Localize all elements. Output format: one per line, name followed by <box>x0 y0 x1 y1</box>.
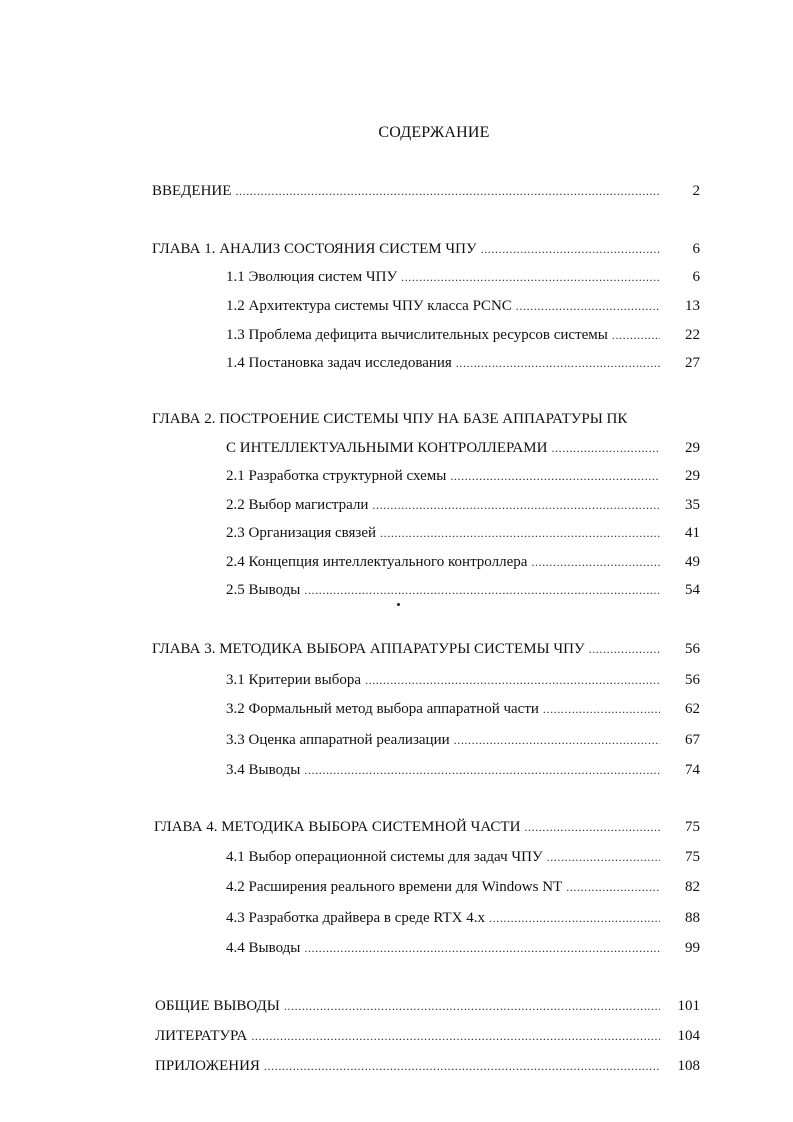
toc-label: ГЛАВА 4. МЕТОДИКА ВЫБОРА СИСТЕМНОЙ ЧАСТИ <box>154 819 521 835</box>
toc-page-number: 82 <box>685 879 700 895</box>
toc-page-number: 104 <box>677 1028 700 1044</box>
dot-leader <box>612 325 660 345</box>
toc-entry-section-2-5 <box>226 580 700 600</box>
toc-label: 2.4 Концепция интеллектуального контроллера <box>226 554 528 570</box>
toc-entry-section-3-4 <box>226 760 700 780</box>
dot-leader <box>551 438 660 458</box>
toc-page-number: 35 <box>685 497 700 513</box>
toc-label: 3.4 Выводы <box>226 762 301 778</box>
toc-entry-section-1-4 <box>226 353 700 373</box>
toc-entry-chapter-3 <box>152 639 700 659</box>
toc-label: С ИНТЕЛЛЕКТУАЛЬНЫМИ КОНТРОЛЛЕРАМИ <box>226 440 548 456</box>
toc-entry-section-1-3 <box>226 325 700 345</box>
toc-page-number: 6 <box>692 269 700 285</box>
toc-page-number: 99 <box>685 940 700 956</box>
toc-page-number: 22 <box>685 327 700 343</box>
toc-page-number: 88 <box>685 910 700 926</box>
toc-entry-section-4-4 <box>226 938 700 958</box>
toc-entry-section-1-2 <box>226 296 700 316</box>
dot-leader <box>531 552 660 572</box>
toc-entry-section-2-2 <box>226 495 700 515</box>
dot-leader <box>365 670 660 690</box>
dot-leader <box>401 267 660 287</box>
toc-entry-literature <box>155 1026 700 1046</box>
toc-page-number: 2 <box>692 183 700 199</box>
toc-page-number: 108 <box>677 1058 700 1074</box>
toc-label: ОБЩИЕ ВЫВОДЫ <box>155 998 280 1014</box>
toc-label: 4.1 Выбор операционной системы для задач ЧПУ <box>226 849 543 865</box>
toc-page-number: 62 <box>685 701 700 717</box>
dot-leader <box>304 760 660 780</box>
dot-leader <box>456 353 660 373</box>
toc-page-number: 101 <box>677 998 700 1014</box>
toc-label: 1.4 Постановка задач исследования <box>226 355 452 371</box>
toc-page-number: 74 <box>685 762 700 778</box>
toc-page-number: 49 <box>685 554 700 570</box>
toc-entry-chapter-1 <box>152 239 700 259</box>
toc-label: 2.3 Организация связей <box>226 525 377 541</box>
dot-leader <box>566 877 660 897</box>
toc-entry-appendix <box>155 1056 700 1076</box>
toc-label: ГЛАВА 3. МЕТОДИКА ВЫБОРА АППАРАТУРЫ СИСТЕМЫ ЧПУ <box>152 641 585 657</box>
dot-leader <box>481 239 660 259</box>
dot-leader <box>516 296 660 316</box>
toc-label: 1.2 Архитектура системы ЧПУ класса PCNC <box>226 298 512 314</box>
toc-entry-chapter-4 <box>154 817 700 837</box>
toc-entry-section-3-3 <box>226 730 700 750</box>
dot-leader <box>372 495 660 515</box>
toc-label: 4.4 Выводы <box>226 940 301 956</box>
toc-label: 2.1 Разработка структурной схемы <box>226 468 447 484</box>
toc-label: 1.3 Проблема дефицита вычислительных ресурсов системы <box>226 327 608 343</box>
dot-leader <box>264 1056 660 1076</box>
toc-page-number: 75 <box>685 849 700 865</box>
toc-page-number: 27 <box>685 355 700 371</box>
toc-entry-section-3-2 <box>226 699 700 719</box>
dot-leader <box>380 523 660 543</box>
toc-entry-section-4-1 <box>226 847 700 867</box>
toc-page-number: 75 <box>685 819 700 835</box>
toc-entry-conclusions <box>155 996 700 1016</box>
toc-entry-section-2-4 <box>226 552 700 572</box>
toc-entry-intro <box>152 181 700 201</box>
toc-entry-section-3-1 <box>226 670 700 690</box>
toc-label: 4.2 Расширения реального времени для Windows NT <box>226 879 563 895</box>
toc-page-number: 29 <box>685 468 700 484</box>
toc-label: 2.5 Выводы <box>226 582 301 598</box>
toc-page-number: 13 <box>685 298 700 314</box>
toc-page-number: 56 <box>685 672 700 688</box>
toc-page-number: 56 <box>685 641 700 657</box>
dot-leader <box>489 908 660 928</box>
toc-entry-chapter-2 <box>226 438 700 458</box>
toc-page-number: 6 <box>692 241 700 257</box>
toc-page-number: 29 <box>685 440 700 456</box>
toc-entry-section-4-2 <box>226 877 700 897</box>
toc-entry-section-4-3 <box>226 908 700 928</box>
toc-entry-section-2-1 <box>226 466 700 486</box>
toc-label: 1.1 Эволюция систем ЧПУ <box>226 269 398 285</box>
toc-label: ВВЕДЕНИЕ <box>152 183 232 199</box>
toc-label: 4.3 Разработка драйвера в среде RTX 4.x <box>226 910 486 926</box>
dot-leader <box>284 996 660 1016</box>
toc-label: 3.3 Оценка аппаратной реализации <box>226 732 450 748</box>
dot-leader <box>589 639 660 659</box>
page-title: СОДЕРЖАНИЕ <box>378 124 490 141</box>
dot-leader <box>454 730 660 750</box>
dot-leader <box>251 1026 660 1046</box>
toc-label: ГЛАВА 1. АНАЛИЗ СОСТОЯНИЯ СИСТЕМ ЧПУ <box>152 241 477 257</box>
dot-leader <box>524 817 660 837</box>
dot-leader <box>304 580 660 600</box>
dot-leader <box>450 466 660 486</box>
toc-label: ЛИТЕРАТУРА <box>155 1028 248 1044</box>
dot-leader <box>304 938 660 958</box>
toc-label: 2.2 Выбор магистрали <box>226 497 369 513</box>
dot-leader <box>543 699 660 719</box>
toc-entry-section-1-1 <box>226 267 700 287</box>
toc-page-number: 41 <box>685 525 700 541</box>
toc-chapter-2-title-line1: ГЛАВА 2. ПОСТРОЕНИЕ СИСТЕМЫ ЧПУ НА БАЗЕ АППАРАТУРЫ ПК <box>152 411 628 427</box>
toc-label: 3.1 Критерии выбора <box>226 672 361 688</box>
toc-page-number: 67 <box>685 732 700 748</box>
toc-page-number: 54 <box>685 582 700 598</box>
dot-leader <box>547 847 660 867</box>
toc-label: 3.2 Формальный метод выбора аппаратной части <box>226 701 539 717</box>
toc-label: ПРИЛОЖЕНИЯ <box>155 1058 260 1074</box>
toc-entry-section-2-3 <box>226 523 700 543</box>
scan-speck <box>397 603 400 606</box>
dot-leader <box>235 181 660 201</box>
